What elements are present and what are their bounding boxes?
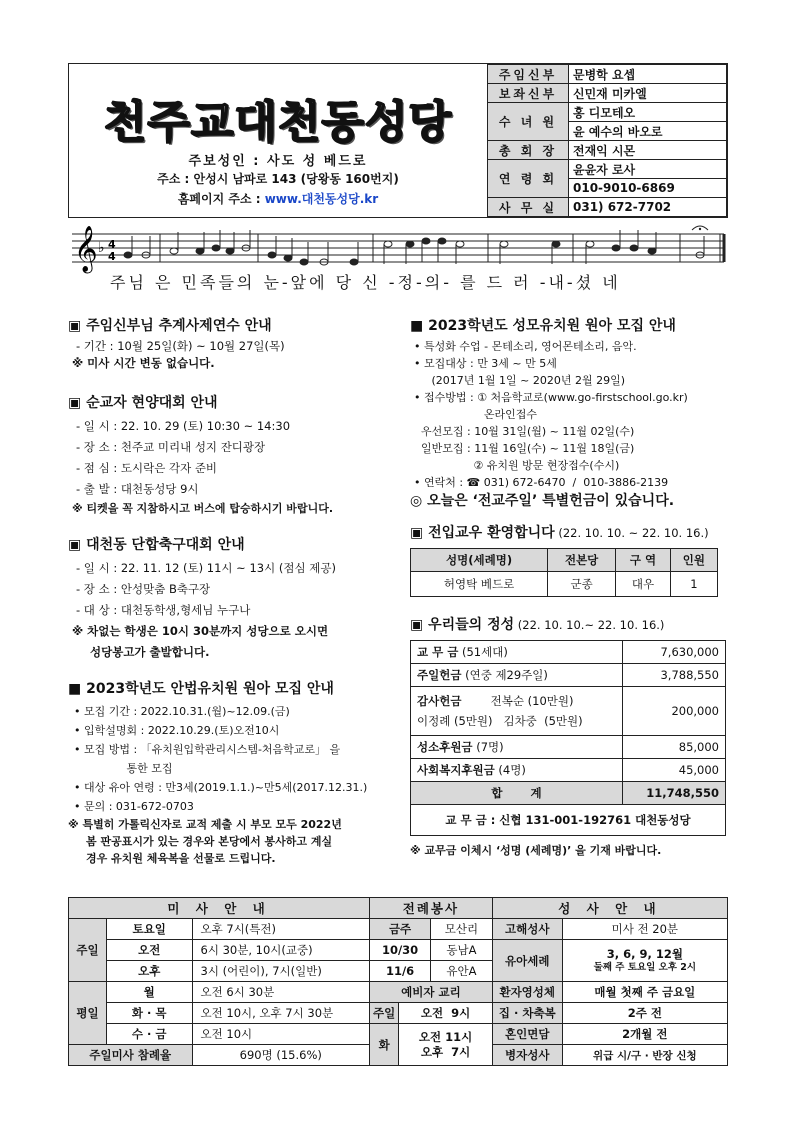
info-line: - 일 시 : 22. 10. 29 (토) 10:30 ~ 14:30 — [76, 419, 291, 433]
info-line: 우선모집 : 10월 31일(월) ~ 11월 02일(수) — [414, 425, 635, 438]
sacrament-time: 위급 시/구 · 반장 신청 — [562, 1045, 727, 1066]
staff-role: 수 녀 원 — [488, 103, 569, 141]
info-line: (2017년 1월 1일 ~ 2020년 2월 29일) — [414, 374, 625, 387]
table-row — [411, 572, 718, 597]
offering-amount: 7,630,000 — [623, 641, 726, 664]
church-address: 주소 : 안성시 남파로 143 (당왕동 160번지) — [157, 172, 399, 186]
sacrament-header: 성 사 안 내 — [492, 898, 727, 919]
homepage-link[interactable]: www.대천동성당.kr — [264, 192, 379, 206]
music-staff — [68, 222, 728, 274]
offering-detail: (연중 제29주일) — [461, 668, 548, 682]
mass-day: 토요일 — [106, 919, 192, 940]
section-title: ▣ 주임신부님 추계사제연수 안내 — [68, 318, 272, 334]
sacrament-time: 2주 전 — [562, 1003, 727, 1024]
catechism-time: 오전 11시 — [418, 1029, 473, 1044]
staff-role: 총 회 장 — [488, 141, 569, 160]
staff-name: 전재익 시몬 — [569, 141, 727, 160]
service-header: 전례봉사 — [370, 898, 493, 919]
mass-day: 오전 — [106, 940, 192, 961]
sacrament-name: 고해성사 — [492, 919, 562, 940]
sunday-label: 주일 — [69, 919, 107, 982]
info-line: - 장 소 : 천주교 미리내 성지 잔디광장 — [76, 440, 266, 454]
info-line: • 입학설명회 : 2022.10.29.(토)오전10시 — [74, 724, 280, 737]
catechism-day: 화 — [370, 1024, 399, 1066]
offering-label: 주일헌금 — [417, 668, 462, 682]
column-header: 성명(세례명) — [411, 549, 548, 572]
section-offerings — [410, 614, 730, 859]
staff-name: 문병학 요셉 — [569, 65, 727, 84]
account-note: ※ 교무금 이체시 ‘성명 (세례명)’ 을 기재 바랍니다. — [410, 844, 662, 857]
staff-phone: 010-9010-6869 — [569, 179, 727, 198]
total-row — [411, 782, 726, 805]
service-area: 모산리 — [431, 919, 493, 940]
sacrament-time: 3, 6, 9, 12월 — [606, 946, 683, 961]
mission-sunday-notice: ◎ 오늘은 ‘전교주일’ 특별헌금이 있습니다. — [410, 493, 675, 509]
info-line: - 일 시 : 22. 11. 12 (토) 11시 ~ 13시 (점심 제공) — [76, 561, 336, 575]
catechism-time: 오후 7시 — [420, 1044, 471, 1059]
svg-text:♭: ♭ — [98, 240, 105, 256]
offering-label: 사회복지후원금 — [417, 763, 495, 777]
section-newcomers — [410, 522, 730, 597]
section-title: ▣ 순교자 현양대회 안내 — [68, 395, 218, 411]
newcomers-table — [410, 548, 718, 597]
staff-name: 윤 예수의 바오로 — [569, 122, 727, 141]
info-note: 봄 판공표시가 있는 경우와 본당에서 봉사하고 계실 — [86, 835, 333, 848]
svg-text:4: 4 — [108, 238, 116, 251]
sacrament-time: 매월 첫째 주 금요일 — [562, 982, 727, 1003]
staff-name: 윤윤자 로사 — [569, 160, 727, 179]
info-line: - 점 심 : 도시락은 각자 준비 — [76, 461, 218, 475]
mass-time: 오전 10시, 오후 7시 30분 — [192, 1003, 370, 1024]
section-martyrs — [68, 392, 398, 517]
service-date: 10/30 — [370, 940, 431, 961]
offering-amount: 3,788,550 — [623, 664, 726, 687]
account-info: 교 무 금 : 신협 131-001-192761 대천동성당 — [411, 805, 726, 836]
table-row — [411, 759, 726, 782]
column-header: 인원 — [670, 549, 717, 572]
table-cell: 군종 — [548, 572, 616, 597]
church-title: 천주교대천동성당 — [103, 97, 453, 148]
offering-detail: (7명) — [472, 740, 504, 754]
weekday-label: 평일 — [69, 982, 107, 1045]
sacrament-name: 혼인면담 — [492, 1024, 562, 1045]
offerings-table — [410, 640, 726, 836]
info-line: ② 유치원 방문 현장접수(수시) — [414, 459, 620, 472]
sacrament-time: 2개월 전 — [562, 1024, 727, 1045]
section-title: ■ 2023학년도 성모유치원 원아 모집 안내 — [410, 318, 676, 334]
catechism-header: 예비자 교리 — [370, 982, 493, 1003]
section-soccer — [68, 534, 398, 663]
staff-role: 주임신부 — [488, 65, 569, 84]
column-header: 구 역 — [616, 549, 671, 572]
mass-day: 화 · 목 — [106, 1003, 192, 1024]
svg-text:4: 4 — [108, 250, 116, 263]
treble-clef-icon: 𝄞 — [74, 226, 98, 272]
staff-role: 사 무 실 — [488, 198, 569, 217]
sacrament-name: 병자성사 — [492, 1045, 562, 1066]
info-line: 일반모집 : 11월 16일(수) ~ 11월 18일(금) — [414, 442, 635, 455]
staff-name: 신민재 미카엘 — [569, 84, 727, 103]
info-line: • 대상 유아 연령 : 만3세(2019.1.1.)~만5세(2017.12.31.) — [74, 781, 368, 794]
section-kindergarten-anbeop — [68, 678, 398, 867]
section-title: ▣ 전입교우 환영합니다 — [410, 525, 555, 541]
mass-day: 오후 — [106, 961, 192, 982]
sacrament-name: 집 · 차축복 — [492, 1003, 562, 1024]
info-note: ※ 차없는 학생은 10시 30분까지 성당으로 오시면 — [72, 624, 329, 638]
info-line: • 모집 기간 : 2022.10.31.(월)~12.09.(금) — [74, 705, 290, 718]
section-retreat — [68, 315, 398, 372]
info-line: • 접수방법 : ① 처음학교로(www.go-firstschool.go.kr) — [414, 391, 688, 404]
table-cell: 1 — [670, 572, 717, 597]
table-row — [411, 736, 726, 759]
offering-detail: 전복순 (10만원) — [461, 694, 574, 708]
info-line: • 연락처 : ☎ 031) 672-6470 / 010-3886-2139 — [414, 476, 669, 489]
mass-time: 오후 7시(특전) — [192, 919, 370, 940]
sacrament-time: 미사 전 20분 — [562, 919, 727, 940]
section-period: (22. 10. 10. ~ 22. 10. 16.) — [554, 526, 709, 540]
info-line: - 대 상 : 대천동학생,형세님 누구나 — [76, 603, 251, 617]
service-date: 11/6 — [370, 961, 431, 982]
table-row — [411, 687, 726, 736]
sacrament-name: 환자영성체 — [492, 982, 562, 1003]
info-line: • 문의 : 031-672-0703 — [74, 800, 194, 813]
catechism-day: 주일 — [370, 1003, 399, 1024]
homepage-label: 홈페이지 주소 : — [177, 192, 265, 206]
service-area: 동남A — [431, 940, 493, 961]
info-line: • 모집대상 : 만 3세 ~ 만 5세 — [414, 357, 557, 370]
table-row — [411, 805, 726, 836]
mass-day: 수 · 금 — [106, 1024, 192, 1045]
homepage — [69, 190, 487, 207]
patron-saint: 주보성인 : 사도 성 베드로 — [188, 154, 368, 169]
offering-amount: 200,000 — [623, 687, 726, 736]
lyrics: 주님 은 민족들의 눈-앞에 당 신 -정-의- 를 드 러 -내-셨 네 — [110, 273, 621, 292]
column-header: 전본당 — [548, 549, 616, 572]
section-title: ■ 2023학년도 안법유치원 원아 모집 안내 — [68, 681, 334, 697]
staff-name: 031) 672-7702 — [569, 198, 727, 217]
attendance-label: 주일미사 참례율 — [69, 1045, 193, 1066]
offering-label: 감사헌금 — [417, 694, 462, 708]
info-note: 성당봉고가 출발합니다. — [90, 645, 210, 659]
catechism-time: 오전 9시 — [399, 1003, 493, 1024]
mass-time: 3시 (어린이), 7시(일반) — [192, 961, 370, 982]
info-line: • 특성화 수업 - 몬테소리, 영어몬테소리, 음악. — [414, 340, 637, 353]
offering-label: 교 무 금 — [417, 645, 459, 659]
info-note: ※ 미사 시간 변동 없습니다. — [72, 356, 215, 370]
offering-detail: (51세대) — [458, 645, 508, 659]
mass-time: 오전 6시 30분 — [192, 982, 370, 1003]
bulletin-header — [68, 63, 728, 218]
table-cell: 대우 — [616, 572, 671, 597]
staff-name: 홍 디모테오 — [569, 103, 727, 122]
table-cell: 허영탁 베드로 — [411, 572, 548, 597]
section-title: ▣ 대천동 단합축구대회 안내 — [68, 537, 245, 553]
mass-day: 월 — [106, 982, 192, 1003]
info-note: ※ 특별히 가톨릭신자로 교적 제출 시 부모 모두 2022년 — [68, 818, 342, 831]
info-line: - 기간 : 10월 25일(화) ~ 10월 27일(목) — [76, 339, 285, 353]
info-line: • 모집 방법 : 「유치원입학관리시스템-처음학교로」 을 — [74, 743, 341, 756]
total-amount: 11,748,550 — [623, 782, 726, 805]
total-label: 합 계 — [411, 782, 623, 805]
info-note: ※ 티켓을 꼭 지참하시고 버스에 탑승하시기 바랍니다. — [72, 502, 333, 515]
staff-role: 연 령 회 — [488, 160, 569, 198]
sacrament-name: 유아세례 — [492, 940, 562, 982]
service-date: 금주 — [370, 919, 431, 940]
sacrament-time: 둘째 주 토요일 오후 2시 — [593, 961, 697, 973]
table-row — [411, 641, 726, 664]
section-title: ▣ 우리들의 정성 — [410, 617, 515, 633]
table-row — [411, 664, 726, 687]
schedule-table — [68, 897, 728, 1066]
offering-amount: 45,000 — [623, 759, 726, 782]
offering-detail: (4명) — [494, 763, 526, 777]
info-line: 통한 모집 — [74, 762, 173, 775]
info-line: 온라인접수 — [414, 408, 538, 421]
mass-time: 6시 30분, 10시(교중) — [192, 940, 370, 961]
offering-detail: 이정례 (5만원) 김차중 (5만원) — [417, 714, 583, 728]
section-kindergarten-seongmo — [410, 315, 730, 491]
staff-table — [487, 64, 727, 217]
mass-time: 오전 10시 — [192, 1024, 370, 1045]
attendance-value: 690명 (15.6%) — [192, 1045, 370, 1066]
service-area: 유안A — [431, 961, 493, 982]
info-line: - 출 발 : 대천동성당 9시 — [76, 482, 199, 496]
info-line: - 장 소 : 안성맞춤 B축구장 — [76, 582, 211, 596]
mass-schedule-header: 미 사 안 내 — [69, 898, 370, 919]
staff-role: 보좌신부 — [488, 84, 569, 103]
offering-label: 성소후원금 — [417, 740, 473, 754]
offering-amount: 85,000 — [623, 736, 726, 759]
section-period: (22. 10. 10.~ 22. 10. 16.) — [514, 618, 665, 632]
info-note: 경우 유치원 체육복을 선물로 드립니다. — [86, 852, 276, 865]
